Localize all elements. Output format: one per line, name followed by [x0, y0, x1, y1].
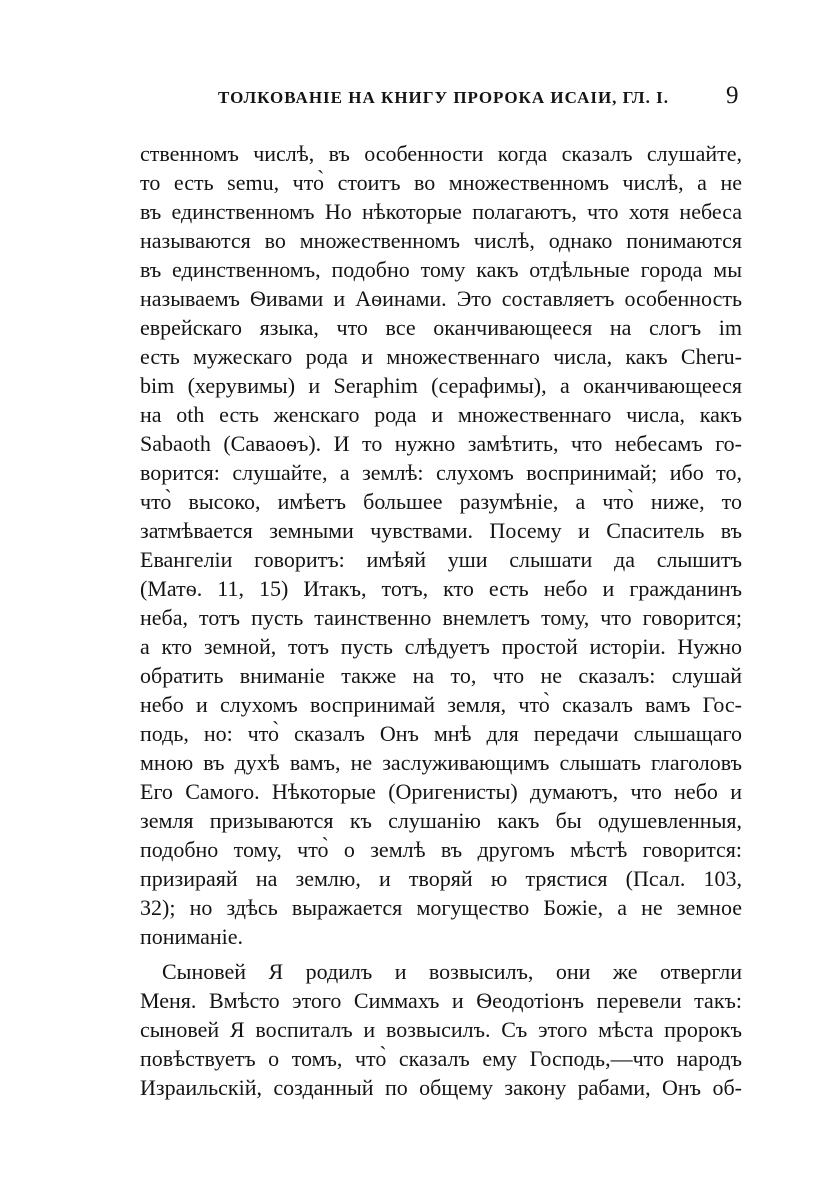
text-line: обратить вниманіе также на то, что не сказалъ: слушай: [140, 663, 742, 688]
text-line: что̀ высоко, имѣетъ большее разумѣніе, а что̀ ниже, то: [140, 489, 742, 514]
text-line: Сыновей Я родилъ и возвысилъ, они же отвергли: [162, 959, 742, 984]
text-line: bim (херувимы) и Seraphim (серафимы), а оканчивающееся: [140, 373, 742, 398]
text-line: въ единственномъ Но нѣкоторые полагаютъ, что хотя небеса: [140, 199, 742, 224]
text-line: на oth есть женскаго рода и множественнаго числа, какъ: [140, 402, 742, 427]
text-line: ворится: слушайте, а землѣ: слухомъ воспринимай; ибо то,: [140, 460, 742, 485]
text-line: призираяй на землю, и творяй ю трястися (Псал. 103,: [140, 866, 742, 891]
text-line: Израильскій, созданный по общему закону рабами, Онъ об-: [140, 1075, 742, 1100]
text-line: (Матѳ. 11, 15) Итакъ, тотъ, кто есть небо и гражданинъ: [140, 576, 742, 601]
text-line: еврейскаго языка, что все оканчивающееся на слогъ im: [140, 315, 742, 340]
text-line: Меня. Вмѣсто этого Симмахъ и Ѳеодотіонъ перевели такъ:: [140, 988, 742, 1013]
text-line: подобно тому, что̀ о землѣ въ другомъ мѣстѣ говорится:: [140, 837, 742, 862]
page-number: 9: [726, 82, 739, 109]
text-line: сыновей Я воспиталъ и возвысилъ. Съ этого мѣста пророкъ: [140, 1017, 742, 1042]
running-head: ТОЛКОВАНІЕ НА КНИГУ ПРОРОКА ИСАІИ, ГЛ. I.: [218, 88, 669, 107]
text-line: подь, но: что̀ сказалъ Онъ мнѣ для передачи слышащаго: [140, 721, 742, 746]
text-line: неба, тотъ пусть таинственно внемлетъ тому, что говорится;: [140, 605, 742, 630]
text-line: земля призываются къ слушанію какъ бы одушевленныя,: [140, 808, 742, 833]
text-line: есть мужескаго рода и множественнаго числа, какъ Cheru-: [140, 344, 742, 369]
text-line: ственномъ числѣ, въ особенности когда сказалъ слушайте,: [140, 141, 742, 166]
text-line: Его Самого. Нѣкоторые (Оригенисты) думаютъ, что небо и: [140, 779, 742, 804]
text-line: то есть semu, что̀ стоитъ во множественномъ числѣ, а не: [140, 170, 742, 195]
text-line: повѣствуетъ о томъ, что̀ сказалъ ему Господь,—что народъ: [140, 1046, 742, 1071]
text-line: Sabaoth (Саваоѳъ). И то нужно замѣтить, что небесамъ го-: [140, 431, 742, 456]
text-line: мною въ духѣ вамъ, не заслуживающимъ слышать глаголовъ: [140, 750, 742, 775]
text-line: небо и слухомъ воспринимай земля, что̀ сказалъ вамъ Гос-: [140, 692, 742, 717]
text-line: называются во множественномъ числѣ, однако понимаются: [140, 228, 742, 253]
text-line: затмѣвается земными чувствами. Посему и Спаситель въ: [140, 518, 742, 543]
text-line: пониманіе.: [140, 924, 244, 949]
text-line: а кто земной, тотъ пусть слѣдуетъ простой исторіи. Нужно: [140, 634, 742, 659]
text-line: въ единственномъ, подобно тому какъ отдѣльные города мы: [140, 257, 742, 282]
text-line: 32); но здѣсь выражается могущество Божіе, а не земное: [140, 895, 742, 920]
text-line: называемъ Ѳивами и Аѳинами. Это составляетъ особенность: [140, 286, 742, 311]
text-line: Евангеліи говоритъ: имѣяй уши слышати да слышитъ: [140, 547, 742, 572]
